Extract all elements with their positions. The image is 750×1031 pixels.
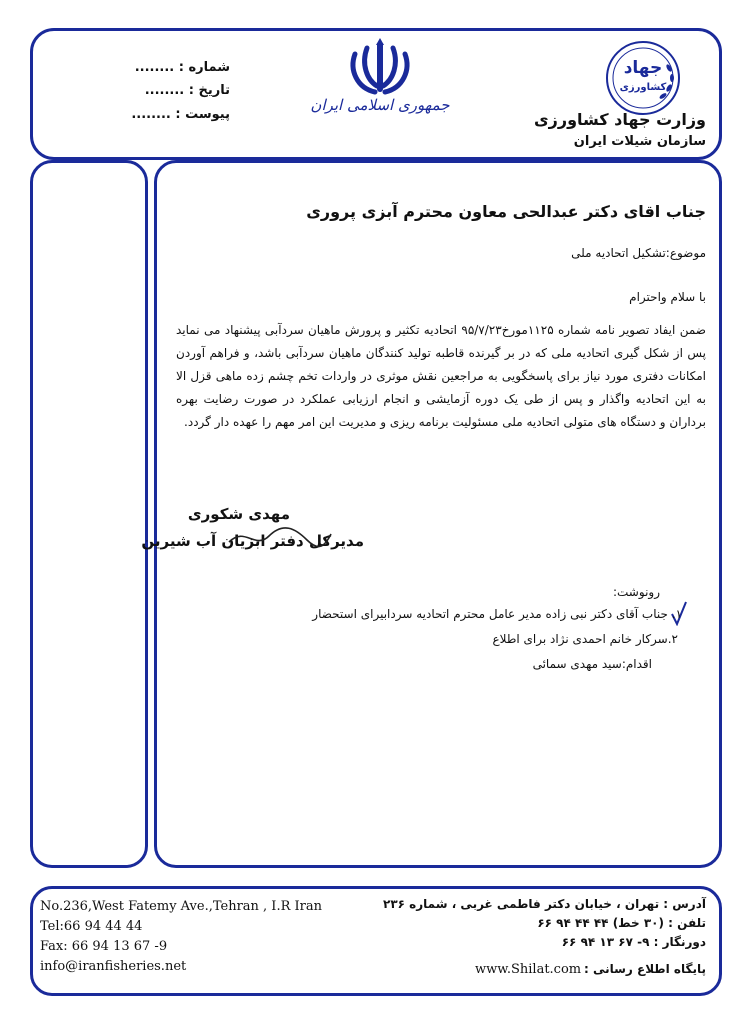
side-margin-frame xyxy=(30,160,148,868)
footer-en-address: No.236,West Fatemy Ave.,Tehran , I.R Iran xyxy=(40,899,322,914)
ref-number-row xyxy=(128,60,230,75)
emblem-caption: جمهوری اسلامی ایران xyxy=(310,96,450,114)
cc-action: اقدام:سید مهدی سمائی xyxy=(532,657,652,671)
ref-attachment-row xyxy=(128,107,230,122)
letter-greeting: با سلام واحترام xyxy=(629,290,706,304)
letter-body: ضمن ایفاد تصویر نامه شماره ۱۱۲۵مورخ۹۵/۷/۲۳ اتحادیه تکثیر و پرورش ماهیان سردآبی پیشنهاد می نماید پس از شکل گیری اتحادیه ملی که در بر گیرنده قاطبه تولید کنندگان ماهیان سردآبی باشد، و فراهم آوردن امکانات دفتری مورد نیاز برای پاسخگویی به مراجعین نقش موثری در واردات تخم چشم زده ماهی قزل الا به این اتحادیه واگذار و پس از طی یک دوره آزمایشی و انجام ارزیابی عملکرد در صورت رضایت بهره برداران و دستگاه های متولی اتحادیه ملی مسئولیت برنامه ریزی و مدیریت این امر مهم را عهده دار گردد. xyxy=(176,323,706,429)
signer-title: مدیرکل دفتر ابزیان آب شیرین xyxy=(141,532,364,550)
ref-number-label: شماره : xyxy=(178,60,230,75)
letter-salutation: جناب اقای دکتر عبدالحی معاون محترم آبزی پروری xyxy=(306,202,706,221)
cc-title: رونوشت: xyxy=(612,585,660,599)
signature-scribble xyxy=(225,520,335,554)
ministry-logo xyxy=(603,38,683,118)
footer-en-tel: Tel:66 94 44 44 xyxy=(40,919,143,934)
ref-date-label: تاریخ : xyxy=(188,83,230,98)
footer-fa-tel: تلفن : (۳۰ خط) ۴۴ ۴۴ ۹۴ ۶۶ xyxy=(537,916,706,930)
ministry-logo-icon xyxy=(603,38,683,118)
footer-persian-contact xyxy=(383,895,706,952)
footer-fa-fax: دورنگار : ۹- ۶۷ ۱۳ ۹۴ ۶۶ xyxy=(561,935,706,949)
ref-date-dots: ........ xyxy=(144,83,185,98)
footer-site-url[interactable]: www.Shilat.com xyxy=(475,962,582,977)
footer-en-email: info@iranfisheries.net xyxy=(40,959,187,974)
footer-en-fax: Fax: 66 94 13 67 -9 xyxy=(40,939,168,954)
signer-name: مهدی شکوری xyxy=(187,505,290,523)
cc-item-1: ۱. جناب آقای دکتر نبی زاده مدیر عامل محترم اتحادیه سردابیرای استحضار xyxy=(312,607,682,621)
iran-emblem-icon xyxy=(345,36,415,98)
ref-attachment-dots: ........ xyxy=(131,107,171,122)
cc-item-2: ۲.سرکار خانم احمدی نژاد برای اطلاع xyxy=(492,632,678,646)
letter-subject: موضوع:تشکیل اتحادیه ملی xyxy=(571,246,706,260)
logo-text: جهاد xyxy=(623,58,663,78)
footer-fa-address: آدرس : تهران ، خیابان دکتر فاطمی غربی ، شماره ۲۳۶ xyxy=(383,897,706,911)
footer-site-label: پایگاه اطلاع رسانی : xyxy=(583,962,706,976)
ministry-name: وزارت جهاد کشاورزی xyxy=(533,110,706,129)
ref-attachment-label: پیوست : xyxy=(175,107,230,122)
ref-date-row xyxy=(120,83,230,98)
logo-subtext: کشاورزی xyxy=(619,82,667,93)
organization-name: سازمان شیلات ایران xyxy=(573,134,706,149)
footer-english-contact xyxy=(40,897,322,977)
ref-number-dots: ........ xyxy=(134,60,175,75)
